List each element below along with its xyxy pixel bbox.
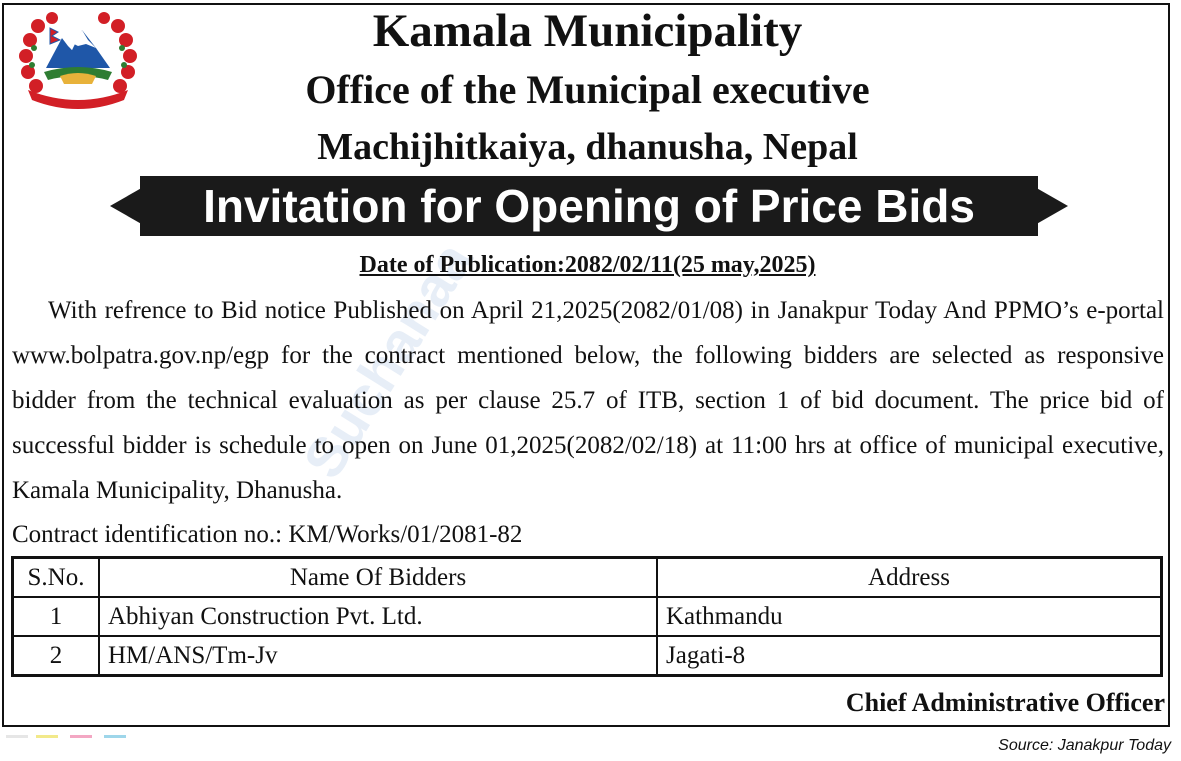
cell-address: Kathmandu (657, 597, 1162, 636)
header-address: Address (657, 558, 1162, 598)
color-strip (6, 735, 28, 738)
table-header-row (13, 558, 1162, 598)
cell-sno: 1 (13, 597, 100, 636)
contract-identification: Contract identification no.: KM/Works/01/2081-82 (12, 521, 523, 548)
invitation-banner (110, 176, 1068, 236)
bidders-table (11, 556, 1163, 677)
municipality-title: Kamala Municipality (372, 5, 803, 57)
color-strip (104, 735, 126, 738)
publication-date: Date of Publication:2082/02/11(25 may,2025) (359, 252, 816, 278)
cell-sno: 2 (13, 636, 100, 676)
table-row (13, 636, 1162, 676)
color-strip (36, 735, 58, 738)
location-title: Machijhitkaiya, dhanusha, Nepal (317, 126, 858, 168)
table-row (13, 597, 1162, 636)
signature-title: Chief Administrative Officer (845, 688, 1165, 717)
banner-title: Invitation for Opening of Price Bids (203, 180, 975, 232)
source-credit: Source: Janakpur Today (998, 737, 1171, 754)
cell-bidder-name: HM/ANS/Tm-Jv (99, 636, 657, 676)
cell-bidder-name: Abhiyan Construction Pvt. Ltd. (99, 597, 657, 636)
header-sno: S.No. (13, 558, 100, 598)
cell-address: Jagati-8 (657, 636, 1162, 676)
color-strip (70, 735, 92, 738)
notice-paragraph: With refrence to Bid notice Published on April 21,2025(2082/01/08) in Janakpur Today And PPMO’s e-portal www.bolpatra.gov.np/egp for the contract mentioned below, the following bidders are selected as responsive bidder from the technical evaluation as per clause 25.7 of ITB, section 1 of bid document. The price bid of successful bidder is schedule to open on June 01,2025(2082/02/18) at 11:00 hrs at office of municipal executive, Kamala Municipality, Dhanusha. (12, 297, 1164, 504)
watermark: Suchanaa (290, 231, 485, 489)
office-title: Office of the Municipal executive (305, 67, 870, 112)
header-bidder-name: Name Of Bidders (99, 558, 657, 598)
